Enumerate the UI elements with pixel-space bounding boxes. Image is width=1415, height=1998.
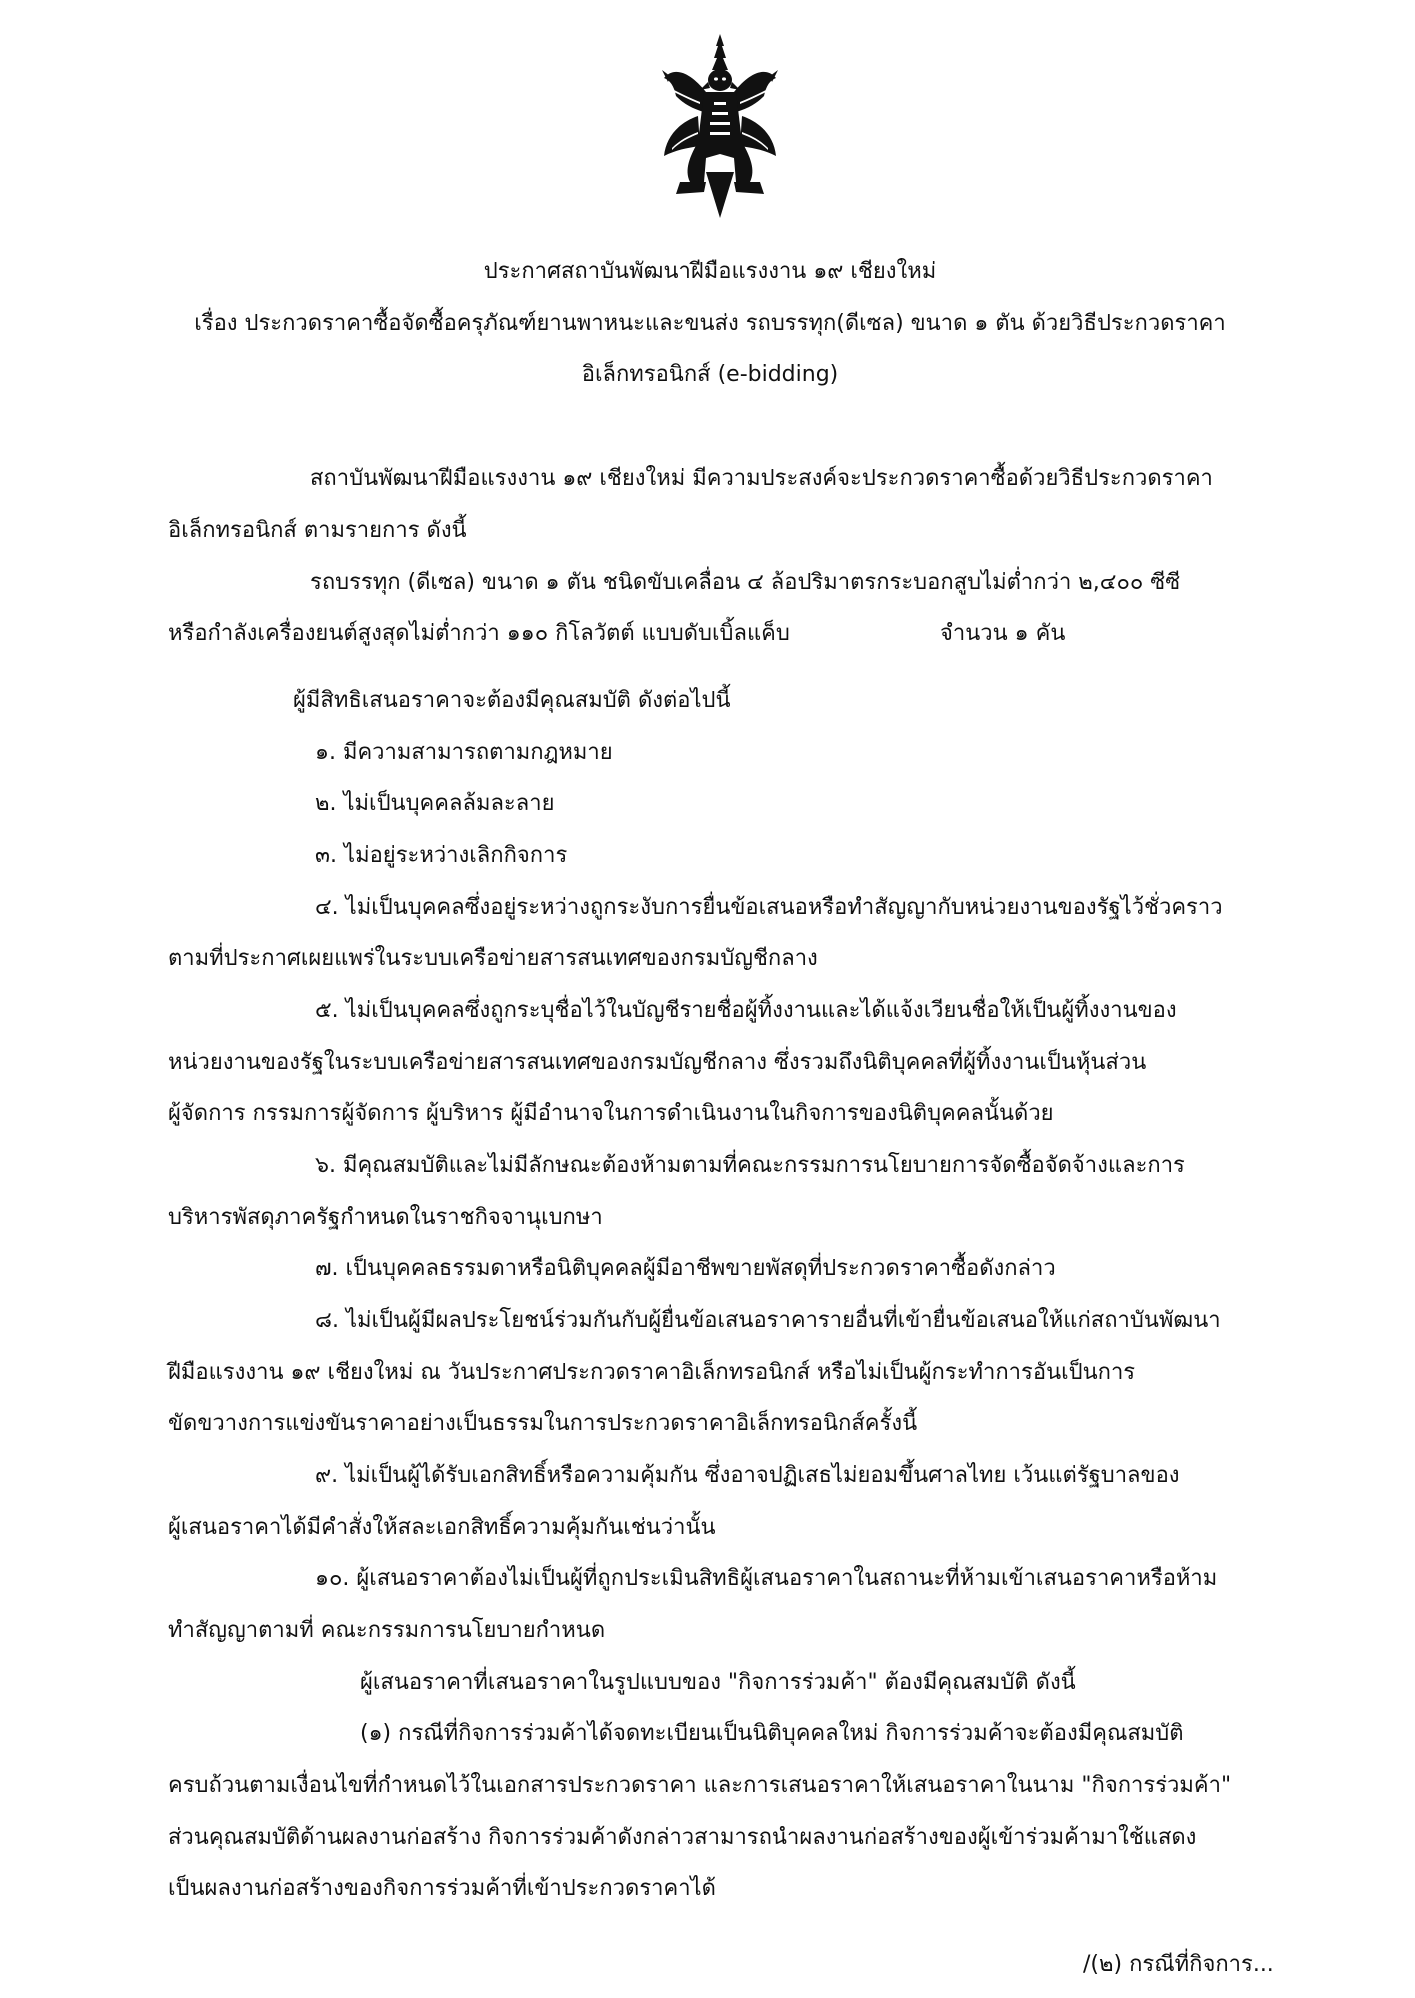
qualification-10: ๑๐. ผู้เสนอราคาต้องไม่เป็นผู้ที่ถูกประเมินสิทธิผู้เสนอราคาในสถานะที่ห้ามเข้าเสนอราคาหรือห้าม (315, 1566, 1218, 1591)
qualification-6: ๖. มีคุณสมบัติและไม่มีลักษณะต้องห้ามตามที่คณะกรรมการนโยบายการจัดซื้อจัดจ้างและการ (315, 1153, 1185, 1178)
qualification-7: ๗. เป็นบุคคลธรรมดาหรือนิติบุคคลผู้มีอาชีพขายพัสดุที่ประกวดราคาซื้อดังกล่าว (315, 1256, 1056, 1281)
joint-venture-heading: ผู้เสนอราคาที่เสนอราคาในรูปแบบของ "กิจการร่วมค้า" ต้องมีคุณสมบัติ ดังนี้ (360, 1670, 1076, 1695)
qualification-4-continued: ตามที่ประกาศเผยแพร่ในระบบเครือข่ายสารสนเทศของกรมบัญชีกลาง (168, 946, 818, 971)
qualification-9: ๙. ไม่เป็นผู้ได้รับเอกสิทธิ์หรือความคุ้มกัน ซึ่งอาจปฏิเสธไม่ยอมขึ้นศาลไทย เว้นแต่รัฐบาลของ (315, 1463, 1180, 1488)
intro-paragraph: สถาบันพัฒนาฝีมือแรงงาน ๑๙ เชียงใหม่ มีความประสงค์จะประกวดราคาซื้อด้วยวิธีประกวดราคา (310, 466, 1213, 491)
qualification-3: ๓. ไม่อยู่ระหว่างเลิกกิจการ (315, 843, 568, 868)
qualification-2: ๒. ไม่เป็นบุคคลล้มละลาย (315, 791, 555, 816)
qualification-5: ๕. ไม่เป็นบุคคลซึ่งถูกระบุชื่อไว้ในบัญชีรายชื่อผู้ทิ้งงานและได้แจ้งเวียนชื่อให้เป็นผู้ทิ้งงานของ (315, 998, 1177, 1023)
announcement-subject: เรื่อง ประกวดราคาซื้อจัดซื้อครุภัณฑ์ยานพาหนะและขนส่ง รถบรรทุก(ดีเซล) ขนาด ๑ ตัน ด้วยวิธีประกวดราคา (194, 311, 1226, 336)
intro-paragraph-continued: อิเล็กทรอนิกส์ ตามรายการ ดังนี้ (168, 518, 467, 543)
announcement-title: ประกาศสถาบันพัฒนาฝีมือแรงงาน ๑๙ เชียงใหม่ (483, 259, 937, 284)
joint-venture-clause-1-continued: เป็นผลงานก่อสร้างของกิจการร่วมค้าที่เข้าประกวดราคาได้ (168, 1876, 716, 1901)
qualification-8-continued: ฝีมือแรงงาน ๑๙ เชียงใหม่ ณ วันประกาศประกวดราคาอิเล็กทรอนิกส์ หรือไม่เป็นผู้กระทำการอันเป็นการ (168, 1360, 1136, 1385)
page-continuation-note: /(๒) กรณีที่กิจการ... (1083, 1952, 1274, 1977)
qualification-1: ๑. มีความสามารถตามกฎหมาย (315, 740, 613, 765)
joint-venture-clause-1-continued: ครบถ้วนตามเงื่อนไขที่กำหนดไว้ในเอกสารประกวดราคา และการเสนอราคาให้เสนอราคาในนาม "กิจการร่วมค้า" (168, 1773, 1232, 1798)
qualifications-heading: ผู้มีสิทธิเสนอราคาจะต้องมีคุณสมบัติ ดังต่อไปนี้ (293, 688, 731, 713)
announcement-subject-continued: อิเล็กทรอนิกส์ (e-bidding) (581, 362, 839, 387)
garuda-emblem-icon (660, 32, 780, 222)
qualification-4: ๔. ไม่เป็นบุคคลซึ่งอยู่ระหว่างถูกระงับการยื่นข้อเสนอหรือทำสัญญากับหน่วยงานของรัฐไว้ชั่วคราว (315, 895, 1223, 920)
joint-venture-clause-1-continued: ส่วนคุณสมบัติด้านผลงานก่อสร้าง กิจการร่วมค้าดังกล่าวสามารถนำผลงานก่อสร้างของผู้เข้าร่วมค้ามาใช้แสดง (168, 1825, 1197, 1850)
qualification-6-continued: บริหารพัสดุภาครัฐกำหนดในราชกิจจานุเบกษา (168, 1205, 603, 1230)
item-description-continued: หรือกำลังเครื่องยนต์สูงสุดไม่ต่ำกว่า ๑๑๐ กิโลวัตต์ แบบดับเบิ้ลแค็บ (168, 621, 790, 646)
qualification-5-continued: ผู้จัดการ กรรมการผู้จัดการ ผู้บริหาร ผู้มีอำนาจในการดำเนินงานในกิจการของนิติบุคคลนั้นด้วย (168, 1101, 1054, 1126)
qualification-5-continued: หน่วยงานของรัฐในระบบเครือข่ายสารสนเทศของกรมบัญชีกลาง ซึ่งรวมถึงนิติบุคคลที่ผู้ทิ้งงานเป็นหุ้นส่วน (168, 1050, 1147, 1075)
item-quantity: จำนวน ๑ คัน (940, 621, 1066, 646)
qualification-9-continued: ผู้เสนอราคาได้มีคำสั่งให้สละเอกสิทธิ์ความคุ้มกันเช่นว่านั้น (168, 1515, 716, 1540)
item-description: รถบรรทุก (ดีเซล) ขนาด ๑ ตัน ชนิดขับเคลื่อน ๔ ล้อปริมาตรกระบอกสูบไม่ต่ำกว่า ๒,๔๐๐ ซีซี (310, 570, 1181, 595)
joint-venture-clause-1: (๑) กรณีที่กิจการร่วมค้าได้จดทะเบียนเป็นนิติบุคคลใหม่ กิจการร่วมค้าจะต้องมีคุณสมบัติ (360, 1721, 1184, 1746)
qualification-8: ๘. ไม่เป็นผู้มีผลประโยชน์ร่วมกันกับผู้ยื่นข้อเสนอราคารายอื่นที่เข้ายื่นข้อเสนอให้แก่สถาบันพัฒนา (315, 1308, 1221, 1333)
qualification-10-continued: ทำสัญญาตามที่ คณะกรรมการนโยบายกำหนด (168, 1618, 606, 1643)
qualification-8-continued: ขัดขวางการแข่งขันราคาอย่างเป็นธรรมในการประกวดราคาอิเล็กทรอนิกส์ครั้งนี้ (168, 1411, 918, 1436)
